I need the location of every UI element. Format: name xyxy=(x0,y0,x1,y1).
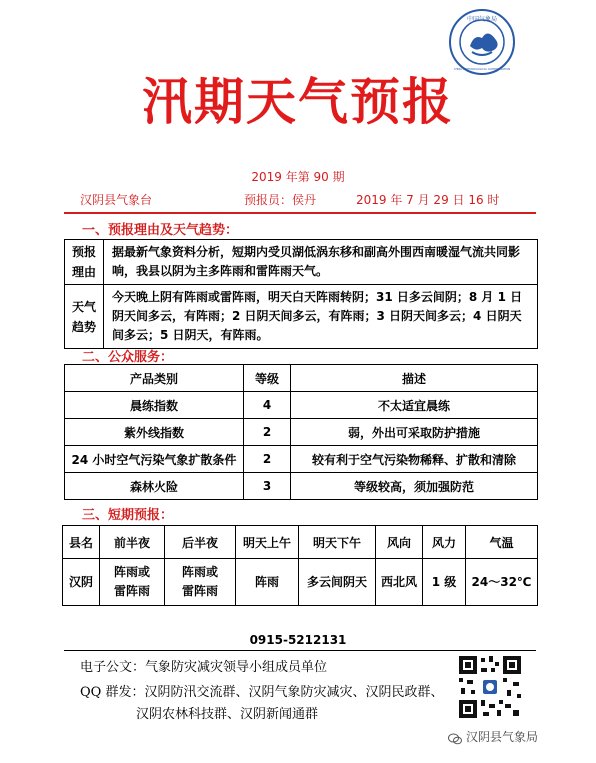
watermark-text: 汉阴县气象局 xyxy=(466,730,539,744)
footer-divider xyxy=(64,650,536,651)
logo-top-text: 中国气象局 xyxy=(466,16,498,23)
table-cell: 2 xyxy=(244,419,291,446)
column-header: 风力 xyxy=(423,526,466,559)
table-cell: 不太适宜晨练 xyxy=(291,392,538,419)
table-cell: 阵雨或 雷阵雨 xyxy=(100,559,165,606)
table-cell: 阵雨 xyxy=(236,559,299,606)
issue-number: 2019 年第 90 期 xyxy=(251,170,345,184)
table-cell: 4 xyxy=(244,392,291,419)
footer-line: 汉阴农林科技群、汉阴新闻通群 xyxy=(136,707,319,722)
table-cell: 西北风 xyxy=(376,559,423,606)
wechat-icon xyxy=(448,730,462,742)
footer-line: QQ 群发：汉阴防汛交流群、汉阴气象防灾减灾、汉阴民政群、 xyxy=(80,685,444,700)
header-divider xyxy=(64,212,536,214)
column-header: 县名 xyxy=(63,526,100,559)
short-term-forecast-table xyxy=(62,525,538,606)
column-header: 等级 xyxy=(244,365,291,392)
table-cell: 多云间阴天 xyxy=(299,559,376,606)
footer-line: 电子公文：气象防灾减灾领导小组成员单位 xyxy=(80,660,328,675)
table-row xyxy=(65,392,538,419)
table-cell: 等级较高，须加强防范 xyxy=(291,473,538,500)
column-header: 气温 xyxy=(466,526,538,559)
section-heading-reasoning: 一、预报理由及天气趋势： xyxy=(82,223,239,238)
column-header: 后半夜 xyxy=(165,526,236,559)
table-row xyxy=(65,473,538,500)
reasoning-table xyxy=(64,239,538,349)
trend-text: 今天晚上阴有阵雨或雷阵雨，明天白天阵雨转阴；31 日多云间阴；8 月 1 日阴天间多云，有阵雨；2 日阴天间多云，有阵雨；3 日阴天间多云；4 日阴天间多云；5 日阴天，有阵雨。 xyxy=(104,285,538,349)
column-header: 风向 xyxy=(376,526,423,559)
table-row xyxy=(65,240,538,285)
table-cell: 阵雨或 雷阵雨 xyxy=(165,559,236,606)
row-label: 天气 趋势 xyxy=(65,285,104,349)
table-row xyxy=(63,559,538,606)
forecaster: 预报员：侯丹 xyxy=(244,193,317,207)
table-cell: 1 级 xyxy=(423,559,466,606)
reasoning-text: 据最新气象资料分析，短期内受贝湖低涡东移和副高外围西南暖湿气流共同影响，我县以阴为主多阵雨和雷阵雨天气。 xyxy=(104,240,538,285)
table-header-row xyxy=(63,526,538,559)
column-header: 明天上午 xyxy=(236,526,299,559)
table-header-row xyxy=(65,365,538,392)
table-cell: 24 小时空气污染气象扩散条件 xyxy=(65,446,244,473)
table-cell: 2 xyxy=(244,446,291,473)
column-header: 前半夜 xyxy=(100,526,165,559)
table-cell: 3 xyxy=(244,473,291,500)
table-cell: 紫外线指数 xyxy=(65,419,244,446)
table-row xyxy=(65,419,538,446)
table-cell: 24～32℃ xyxy=(466,559,538,606)
column-header: 产品类别 xyxy=(65,365,244,392)
table-row xyxy=(65,446,538,473)
table-cell: 汉阴 xyxy=(63,559,100,606)
logo-bottom-text: CHINA METEOROLOGICAL ADMINISTRATION xyxy=(453,68,511,71)
org-name: 汉阴县气象台 xyxy=(80,193,153,207)
table-row xyxy=(65,285,538,349)
table-cell: 森林火险 xyxy=(65,473,244,500)
section-heading-public-service: 二、公众服务： xyxy=(82,350,174,365)
column-header: 描述 xyxy=(291,365,538,392)
qr-code-icon xyxy=(457,654,523,720)
row-label: 预报 理由 xyxy=(65,240,104,285)
public-service-table xyxy=(64,364,538,500)
table-cell: 弱，外出可采取防护措施 xyxy=(291,419,538,446)
contact-phone: 0915-5212131 xyxy=(249,633,347,647)
section-heading-short-term: 三、短期预报： xyxy=(82,508,174,523)
page-title: 汛期天气预报 xyxy=(142,72,454,131)
table-cell: 晨练指数 xyxy=(65,392,244,419)
table-cell: 较有利于空气污染物稀释、扩散和清除 xyxy=(291,446,538,473)
column-header: 明天下午 xyxy=(299,526,376,559)
issue-datetime: 2019 年 7 月 29 日 16 时 xyxy=(356,193,500,207)
meta-line xyxy=(80,191,520,209)
